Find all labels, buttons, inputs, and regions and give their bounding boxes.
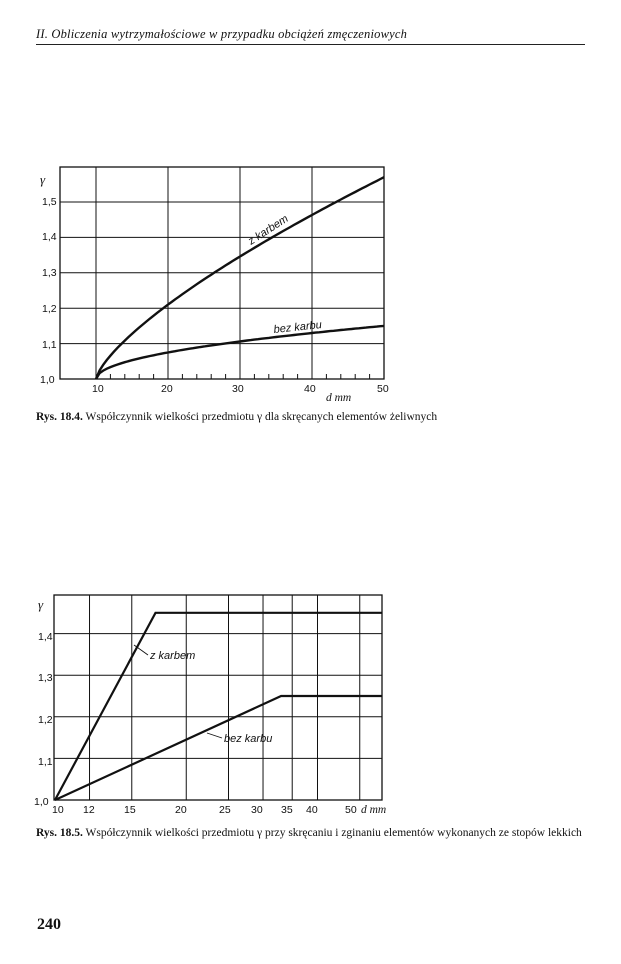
- y-tick-label: 1,0: [40, 374, 55, 386]
- series-line-bez-karbu: [55, 696, 382, 800]
- header-rule: [36, 44, 585, 45]
- y-tick-label: 1,4: [42, 231, 57, 243]
- y-tick-label: 1,2: [38, 714, 53, 726]
- y-tick-label: 1,5: [42, 196, 57, 208]
- plot-frame: [54, 595, 382, 800]
- x-tick-label: 50: [345, 804, 357, 816]
- curve-label-z-karbem: z karbem: [150, 650, 196, 662]
- caption-text: Współczynnik wielkości przedmiotu γ dla skręcanych elementów żeliwnych: [82, 411, 438, 423]
- figure-18-5-chart: [0, 580, 621, 820]
- page-number: 240: [37, 916, 61, 933]
- y-tick-labels: [40, 196, 57, 386]
- y-tick-label: 1,1: [42, 339, 57, 351]
- x-tick-labels: [52, 804, 357, 816]
- y-tick-label: 1,0: [34, 796, 49, 808]
- x-tick-label: 12: [83, 804, 95, 816]
- y-tick-label: 1,4: [38, 631, 53, 643]
- x-tick-label: 20: [175, 804, 187, 816]
- x-tick-label: 30: [251, 804, 263, 816]
- y-tick-labels: [34, 631, 53, 808]
- caption-text: Współczynnik wielkości przedmiotu γ przy skręcaniu i zginaniu elementów wykonanych ze stopów lekkich: [82, 827, 582, 839]
- x-tick-label: 35: [281, 804, 293, 816]
- x-tick-label: 10: [52, 804, 64, 816]
- y-tick-label: 1,2: [42, 303, 57, 315]
- x-tick-label: 40: [304, 383, 316, 395]
- leader-line: [207, 733, 222, 738]
- gridlines: [60, 167, 384, 379]
- y-axis-symbol: γ: [38, 597, 44, 612]
- x-axis-unit: d mm: [326, 392, 352, 404]
- x-tick-label: 10: [92, 383, 104, 395]
- caption-label: Rys. 18.5.: [36, 827, 83, 839]
- y-tick-label: 1,3: [38, 672, 53, 684]
- x-tick-label: 30: [232, 383, 244, 395]
- caption-label: Rys. 18.4.: [36, 411, 83, 423]
- figure-caption: [36, 409, 588, 426]
- x-tick-label: 25: [219, 804, 231, 816]
- x-tick-label: 40: [306, 804, 318, 816]
- y-tick-label: 1,1: [38, 756, 53, 768]
- running-header: II. Obliczenia wytrzymałościowe w przypadku obciążeń zmęczeniowych: [36, 27, 408, 41]
- x-tick-label: 50: [377, 383, 389, 395]
- curve-label-z-karbem: z karbem: [246, 212, 291, 248]
- gridlines: [54, 595, 382, 800]
- y-tick-label: 1,3: [42, 267, 57, 279]
- figure-caption: [36, 825, 588, 842]
- curve-label-bez-karbu: bez karbu: [273, 318, 323, 336]
- x-tick-label: 20: [161, 383, 173, 395]
- x-tick-label: 15: [124, 804, 136, 816]
- figure-18-4-chart: [0, 150, 621, 410]
- series-line-z-karbem: [55, 613, 382, 800]
- curve-label-bez-karbu: bez karbu: [224, 733, 273, 745]
- x-axis-unit: d mm: [361, 804, 387, 816]
- y-axis-symbol: γ: [40, 172, 46, 187]
